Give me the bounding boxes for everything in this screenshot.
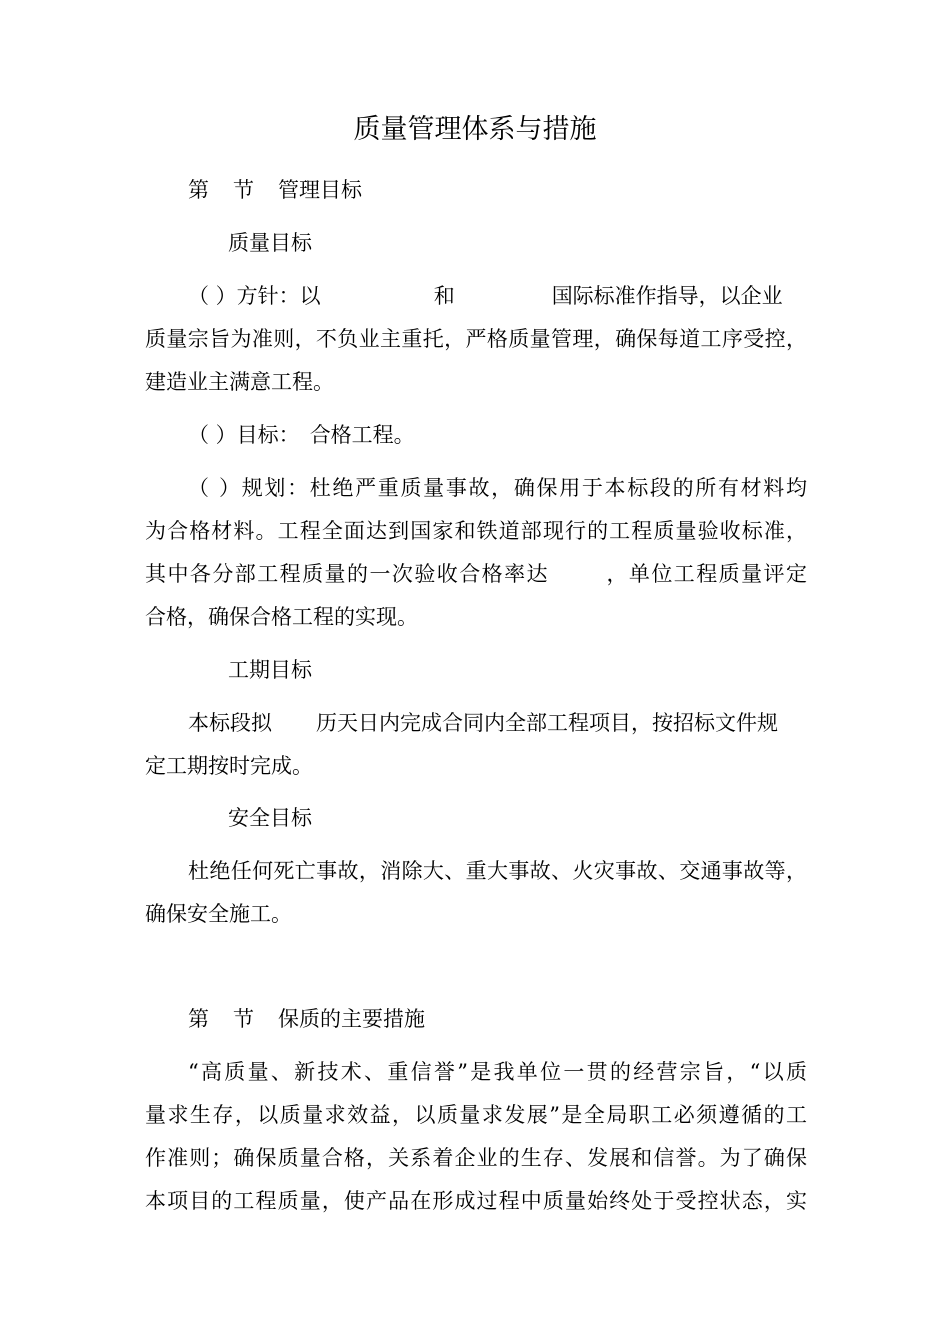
schedule-line-1-a: 本标段拟 (188, 711, 272, 735)
policy-line-1-a: （ ）方针：以 (188, 284, 321, 308)
quality-goal-title: 质量目标 (228, 231, 312, 255)
goal-line-b: 合格工程。 (309, 423, 415, 447)
safety-goal-title: 安全目标 (228, 806, 312, 830)
safety-line-2: 确保安全施工。 (145, 902, 292, 926)
goal-line-a: （ ）目标： (188, 423, 300, 447)
schedule-line-1-b: 历天日内完成合同内全部工程项目，按招标文件规 (316, 711, 778, 735)
policy-line-1-b: 和 (433, 284, 455, 308)
policy-line-1-c: 国际标准作指导，以企业 (551, 284, 783, 308)
section-2-title: 保质的主要措施 (278, 1007, 425, 1031)
measures-line-2: 量求生存，以质量求效益，以质量求发展”是全局职工必须遵循的工 (145, 1103, 807, 1127)
plan-line-1: （ ）规划：杜绝严重质量事故，确保用于本标段的所有材料均 (188, 476, 807, 500)
policy-line-2: 质量宗旨为准则，不负业主重托，严格质量管理，确保每道工序受控， (145, 327, 807, 351)
plan-line-2: 为合格材料。工程全面达到国家和铁道部现行的工程质量验收标准， (145, 519, 807, 543)
section-1-title: 管理目标 (278, 178, 362, 202)
section-1-heading (188, 175, 362, 205)
policy-line-3: 建造业主满意工程。 (145, 370, 334, 394)
document-title: 质量管理体系与措施 (353, 114, 597, 145)
measures-line-3: 作准则；确保质量合格，关系着企业的生存、发展和信誉。为了确保 (145, 1146, 807, 1170)
section-1-prefix: 第 (188, 178, 209, 202)
policy-line-1 (188, 281, 783, 311)
goal-line (188, 420, 415, 450)
measures-line-1: “高质量、新技术、重信誉”是我单位一贯的经营宗旨，“以质 (188, 1060, 807, 1084)
schedule-line-2: 定工期按时完成。 (145, 754, 313, 778)
schedule-goal-title: 工期目标 (228, 658, 312, 682)
plan-line-3-a: 其中各分部工程质量的一次验收合格率达 (145, 562, 549, 586)
section-2-heading (188, 1004, 425, 1034)
section-2-mid: 节 (233, 1007, 254, 1031)
safety-line-1: 杜绝任何死亡事故，消除大、重大事故、火灾事故、交通事故等， (188, 859, 807, 883)
section-2-prefix: 第 (188, 1007, 209, 1031)
plan-line-3 (145, 559, 807, 589)
section-1-mid: 节 (233, 178, 254, 202)
plan-line-4: 合格，确保合格工程的实现。 (145, 605, 418, 629)
plan-line-3-b: ，单位工程质量评定 (605, 562, 807, 586)
schedule-line-1 (188, 708, 778, 738)
measures-line-4: 本项目的工程质量，使产品在形成过程中质量始终处于受控状态，实 (145, 1189, 807, 1213)
